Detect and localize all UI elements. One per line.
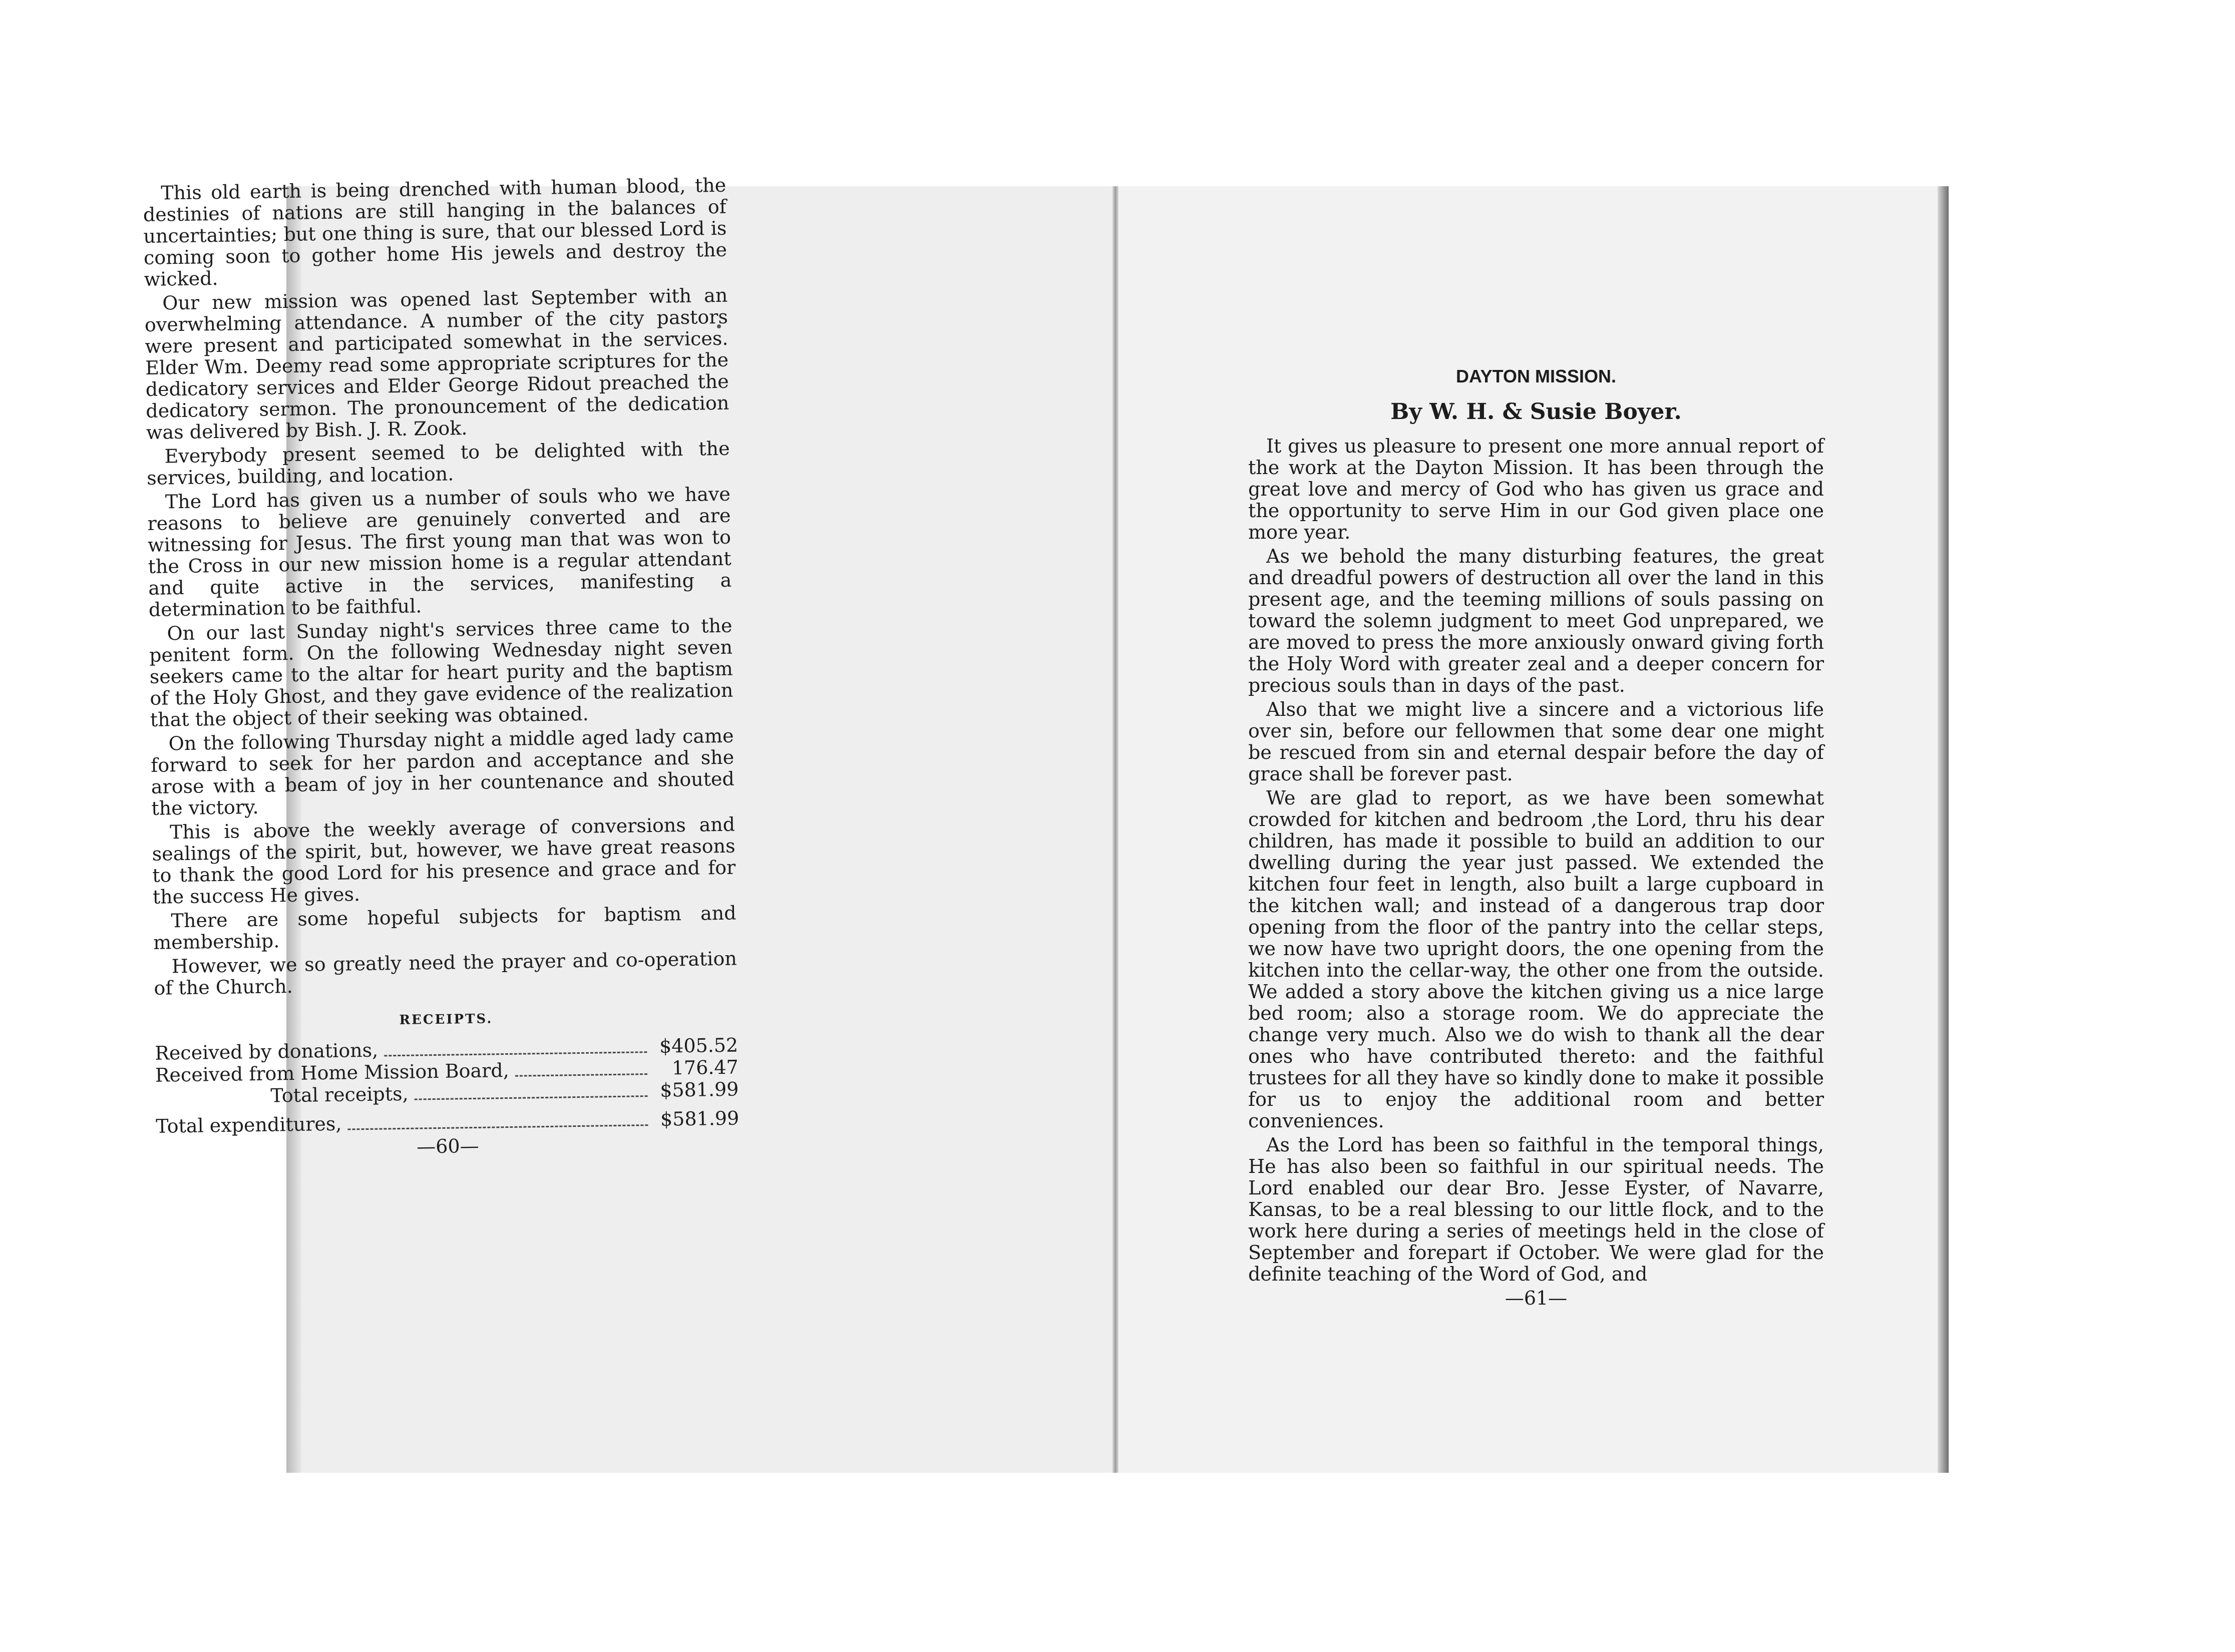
paragraph: There are some hopeful subjects for baptism and membership. <box>153 902 736 954</box>
receipt-value: $405.52 <box>659 1034 738 1057</box>
right-page-text <box>1248 365 1824 1309</box>
receipt-label: Total expenditures, <box>156 1112 342 1137</box>
paragraph: As we behold the many disturbing features, the great and dreadful powers of destruction all over the land in this present age, and the teeming millions of souls passing on toward the solemn judgment to meet God unprepared, we are moved to press the more anxiously onward giving forth the Holy Word with greater zeal and a deeper concern for precious souls than in days of the past. <box>1248 545 1824 696</box>
receipts-heading: RECEIPTS. <box>399 1011 493 1028</box>
paragraph: Our new mission was opened last September with an overwhelming attendance. A number of the city pastors were present and participated somewhat in the services. Elder Wm. Deemy read some appropriate scriptures for the dedicatory services and Elder George Ridout preached the dedicatory sermon. The pronouncement of the dedication was delivered by Bish. J. R. Zook. <box>144 284 729 444</box>
paragraph: As the Lord has been so faithful in the temporal things, He has also been so faithful in our spiritual needs. The Lord enabled our dear Bro. Jesse Eyster, of Navarre, Kansas, to be a real blessing to our little flock, and to the work here during a series of meetings held in the close of September and forepart if October. We were glad for the definite teaching of the Word of God, and <box>1248 1134 1824 1285</box>
paragraph: On our last Sunday night's services three came to the penitent form. On the following Wednesday night seven seekers came to the altar for heart purity and the baptism of the Holy Ghost, and they gave evidence of the realization that the object of their seeking was obtained. <box>149 614 733 731</box>
paragraph: This is above the weekly average of conversions and sealings of the spirit, but, however, we have great reasons to thank the good Lord for his presence and grace and for the success He gives. <box>152 813 736 908</box>
receipt-value: 176.47 <box>671 1056 739 1079</box>
paragraph: We are glad to report, as we have been somewhat crowded for kitchen and bedroom ,the Lord, thru his dear children, has made it possible to build an addition to our dwelling during the year just passed. We extended the kitchen four feet in length, also built a large cupboard in the kitchen wall; and instead of a dangerous trap door opening from the floor of the pantry into the cellar steps, we now have two upright doors, the one opening from the kitchen into the cellar-way, the other one from the outside. We added a story above the kitchen giving us a nice large bed room; also a storage room. We do appreciate the change very much. Also we do wish to thank all the dear ones who have contributed thereto: and the faithful trustees for all they have so kindly done to make it possible for us to enjoy the additional room and better conveniences. <box>1248 787 1824 1132</box>
receipt-label: Total receipts, <box>270 1082 409 1107</box>
paragraph: This old earth is being drenched with human blood, the destinies of nations are still hanging in the balances of uncertainties; but one thing is sure, that our blessed Lord is coming soon to gother home His jewels and destroy the wicked. <box>143 174 727 290</box>
receipt-label: Received by donations, <box>154 1039 379 1064</box>
receipt-value: $581.99 <box>660 1107 739 1130</box>
leader-dots <box>515 1073 647 1077</box>
paragraph: Everybody present seemed to be delighted with the services, building, and location. <box>146 437 730 489</box>
receipt-label: Received from Home Mission Board, <box>155 1059 510 1086</box>
paragraph: On the following Thursday night a middle aged lady came forward to seek for her pardon and acceptance and she arose with a beam of joy in her countenance and shouted the victory. <box>150 724 735 819</box>
paragraph: The Lord has given us a number of souls who we have reasons to believe are genuinely converted and are witnessing for Jesus. The first young man that was won to the Cross in our new mission home is a regular attendant and quite active in the services, manifesting a determination to be faithful. <box>147 483 732 621</box>
page-title: DAYTON MISSION. <box>1455 366 1617 386</box>
page-number: —61— <box>1505 1287 1568 1309</box>
receipt-value: $581.99 <box>659 1078 739 1101</box>
left-page-text <box>143 175 739 1161</box>
leader-dots <box>348 1124 648 1130</box>
page-number: —60— <box>416 1134 479 1158</box>
paragraph: Also that we might live a sincere and a victorious life over sin, before our fellowmen that some dear one might be rescued from sin and eternal despair before the day of grace shall be forever past. <box>1248 698 1824 785</box>
byline: By W. H. & Susie Boyer. <box>1390 399 1682 425</box>
leader-dots <box>384 1051 647 1056</box>
paragraph: However, we so greatly need the prayer and co-operation of the Church. <box>154 947 737 999</box>
paragraph: It gives us pleasure to present one more annual report of the work at the Dayton Mission. It has been through the great love and mercy of God who has given us grace and the opportunity to serve Him in our God given place one more year. <box>1248 435 1824 543</box>
leader-dots <box>415 1095 648 1100</box>
right-page-edge <box>1938 186 1949 1473</box>
book-gutter <box>1112 186 1119 1473</box>
